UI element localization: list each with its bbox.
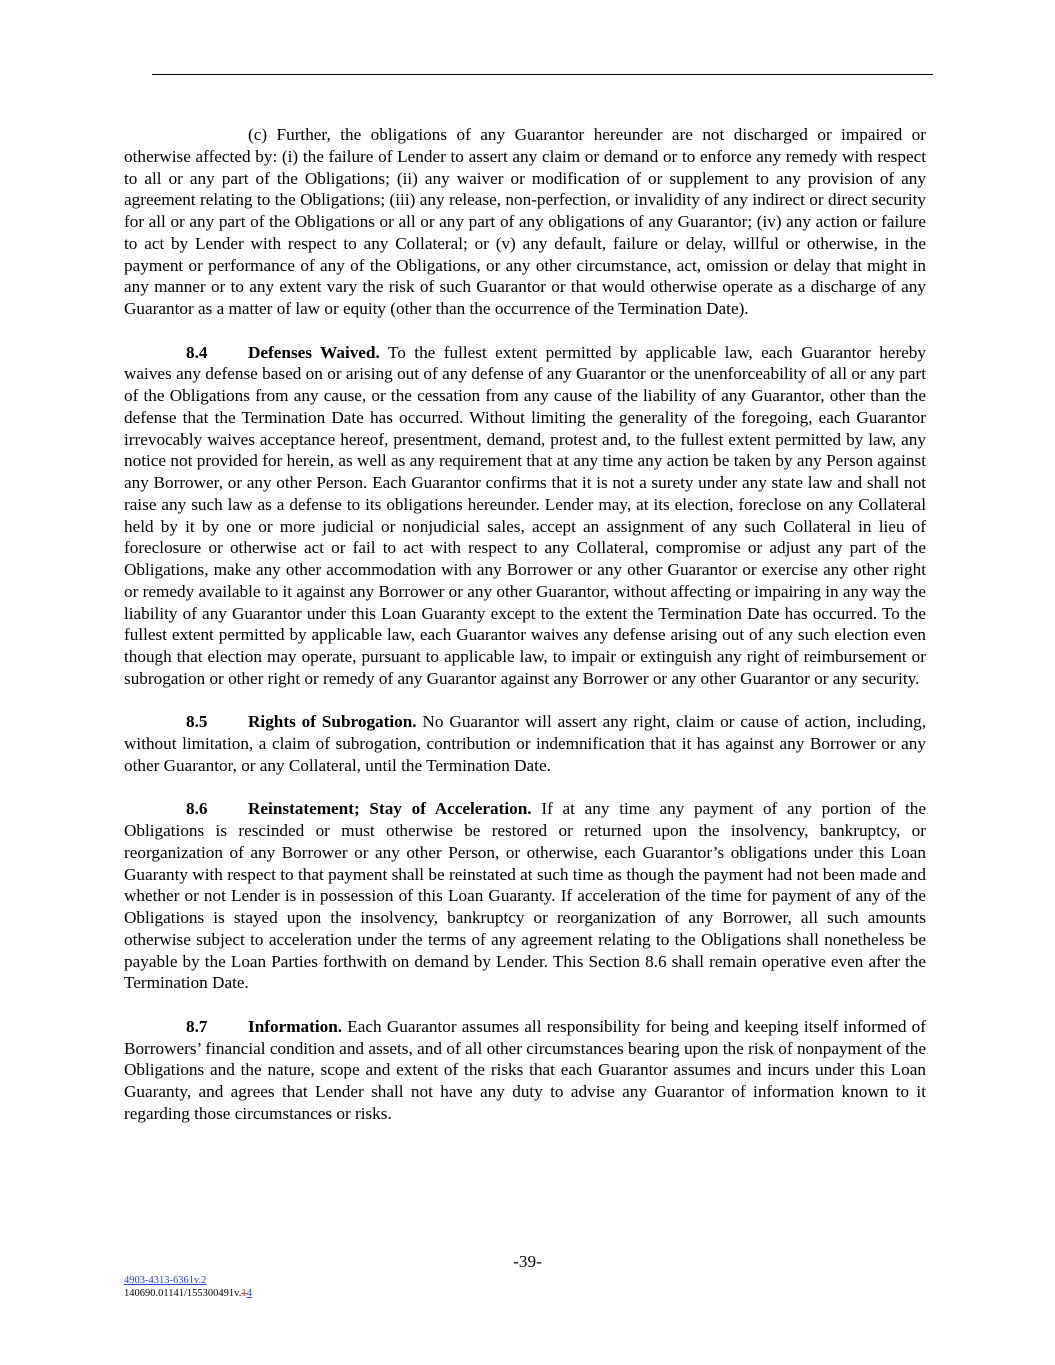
- document-body: [124, 124, 926, 1146]
- section-title: Information.: [248, 1016, 343, 1036]
- section-8-5: [124, 711, 926, 776]
- section-number: 8.5: [186, 712, 208, 732]
- section-title: Reinstatement; Stay of Acceleration.: [248, 799, 532, 819]
- paragraph-c: (c) Further, the obligations of any Guarantor hereunder are not discharged or impaired or otherwise affected by: (i) the failure of Lender to assert any claim or demand or to enforce any remedy with respect to all or any part of the Obligations; (ii) any waiver or modification of or supplement to any provision of any agreement relating to the Obligations; (iii) any release, non-perfection, or invalidity of any indirect or direct security for all or any part of the Obligations or all or any part of any obligations of any Guarantor; (iv) any action or failure to act by Lender with respect to any Collateral; or (v) any default, failure or delay, willful or otherwise, in the payment or performance of any of the Obligations, or any other circumstance, act, omission or delay that might in any manner or to any extent vary the risk of such Guarantor or that would otherwise operate as a discharge of any Guarantor as a matter of law or equity (other than the occurrence of the Termination Date).: [124, 125, 926, 318]
- section-text: No Guarantor will assert any right, claim or cause of action, including, without limitation, a claim of subrogation, contribution or indemnification that it has against any Borrower or any other Guarantor, or any Collateral, until the Termination Date.: [124, 712, 926, 775]
- section-8-4: [124, 342, 926, 690]
- section-8-6: [124, 798, 926, 994]
- section-number: 8.7: [186, 1016, 208, 1036]
- section-8-7: [124, 1016, 926, 1125]
- page-number: -39-: [513, 1252, 542, 1271]
- section-text: Each Guarantor assumes all responsibility for being and keeping itself informed of Borrowers’ financial condition and assets, and of all other circumstances bearing upon the risk of nonpayment of the Obligations and the nature, scope and extent of the risks that each Guarantor assumes and incurs under this Loan Guaranty, and agrees that Lender shall not have any duty to advise any Guarantor of information known to it regarding those circumstances or risks.: [124, 1016, 927, 1123]
- section-text: If at any time any payment of any portion of the Obligations is rescinded or must otherwise be restored or returned upon the insolvency, bankruptcy, or reorganization of any Borrower or any other Person, or otherwise, each Guarantor’s obligations under this Loan Guaranty with respect to that payment shall be reinstated at such time as though the payment had not been made and whether or not Lender is in possession of this Loan Guaranty. If acceleration of the time for payment of any of the Obligations is stayed upon the insolvency, bankruptcy or reorganization of any Borrower, all such amounts otherwise subject to acceleration under the terms of any agreement relating to the Obligations shall nonetheless be payable by the Loan Parties forthwith on demand by Lender. This Section 8.6 shall remain operative even after the Termination Date.: [124, 799, 926, 993]
- deleted-version: 1: [241, 1288, 247, 1299]
- document-id: 140690.01141/155300491v.: [124, 1288, 242, 1299]
- document-id-footer: [124, 1274, 252, 1300]
- inserted-version: 4: [246, 1288, 252, 1299]
- header-rule: [152, 74, 933, 75]
- section-title: Rights of Subrogation.: [248, 712, 417, 732]
- document-link[interactable]: 4903-4313-6361v.2: [124, 1275, 207, 1286]
- section-text: To the fullest extent permitted by applicable law, each Guarantor hereby waives any defense based on or arising out of any defense of any Guarantor or the unenforceability of all or any part of the Obligations from any cause, or the cessation from any cause of the liability of any Guarantor, other than the defense that the Termination Date has occurred. Without limiting the generality of the foregoing, each Guarantor irrevocably waives acceptance hereof, presentment, demand, protest and, to the fullest extent permitted by law, any notice not provided for herein, as well as any requirement that at any time any action be taken by any Person against any Borrower, or any other Person. Each Guarantor confirms that it is not a surety under any state law and shall not raise any such law as a defense to its obligations hereunder. Lender may, at its election, foreclose on any Collateral held by it by one or more judicial or nonjudicial sales, accept an assignment of any such Collateral in lieu of foreclosure or otherwise act or fail to act with respect to any Collateral, compromise or adjust any part of the Obligations, make any other accommodation with any Borrower or any other Guarantor or exercise any other right or remedy available to it against any Borrower or any other Guarantor, without affecting or impairing in any way the liability of any Guarantor under this Loan Guaranty except to the extent the Termination Date has occurred. To the fullest extent permitted by applicable law, each Guarantor waives any defense arising out of any such election even though that election may operate, pursuant to applicable law, to impair or extinguish any right of reimbursement or subrogation or other right or remedy of any Guarantor against any Borrower or any other Guarantor or any security.: [124, 342, 926, 688]
- section-title: Defenses Waived.: [248, 342, 380, 362]
- section-number: 8.6: [186, 799, 208, 819]
- section-number: 8.4: [186, 342, 208, 362]
